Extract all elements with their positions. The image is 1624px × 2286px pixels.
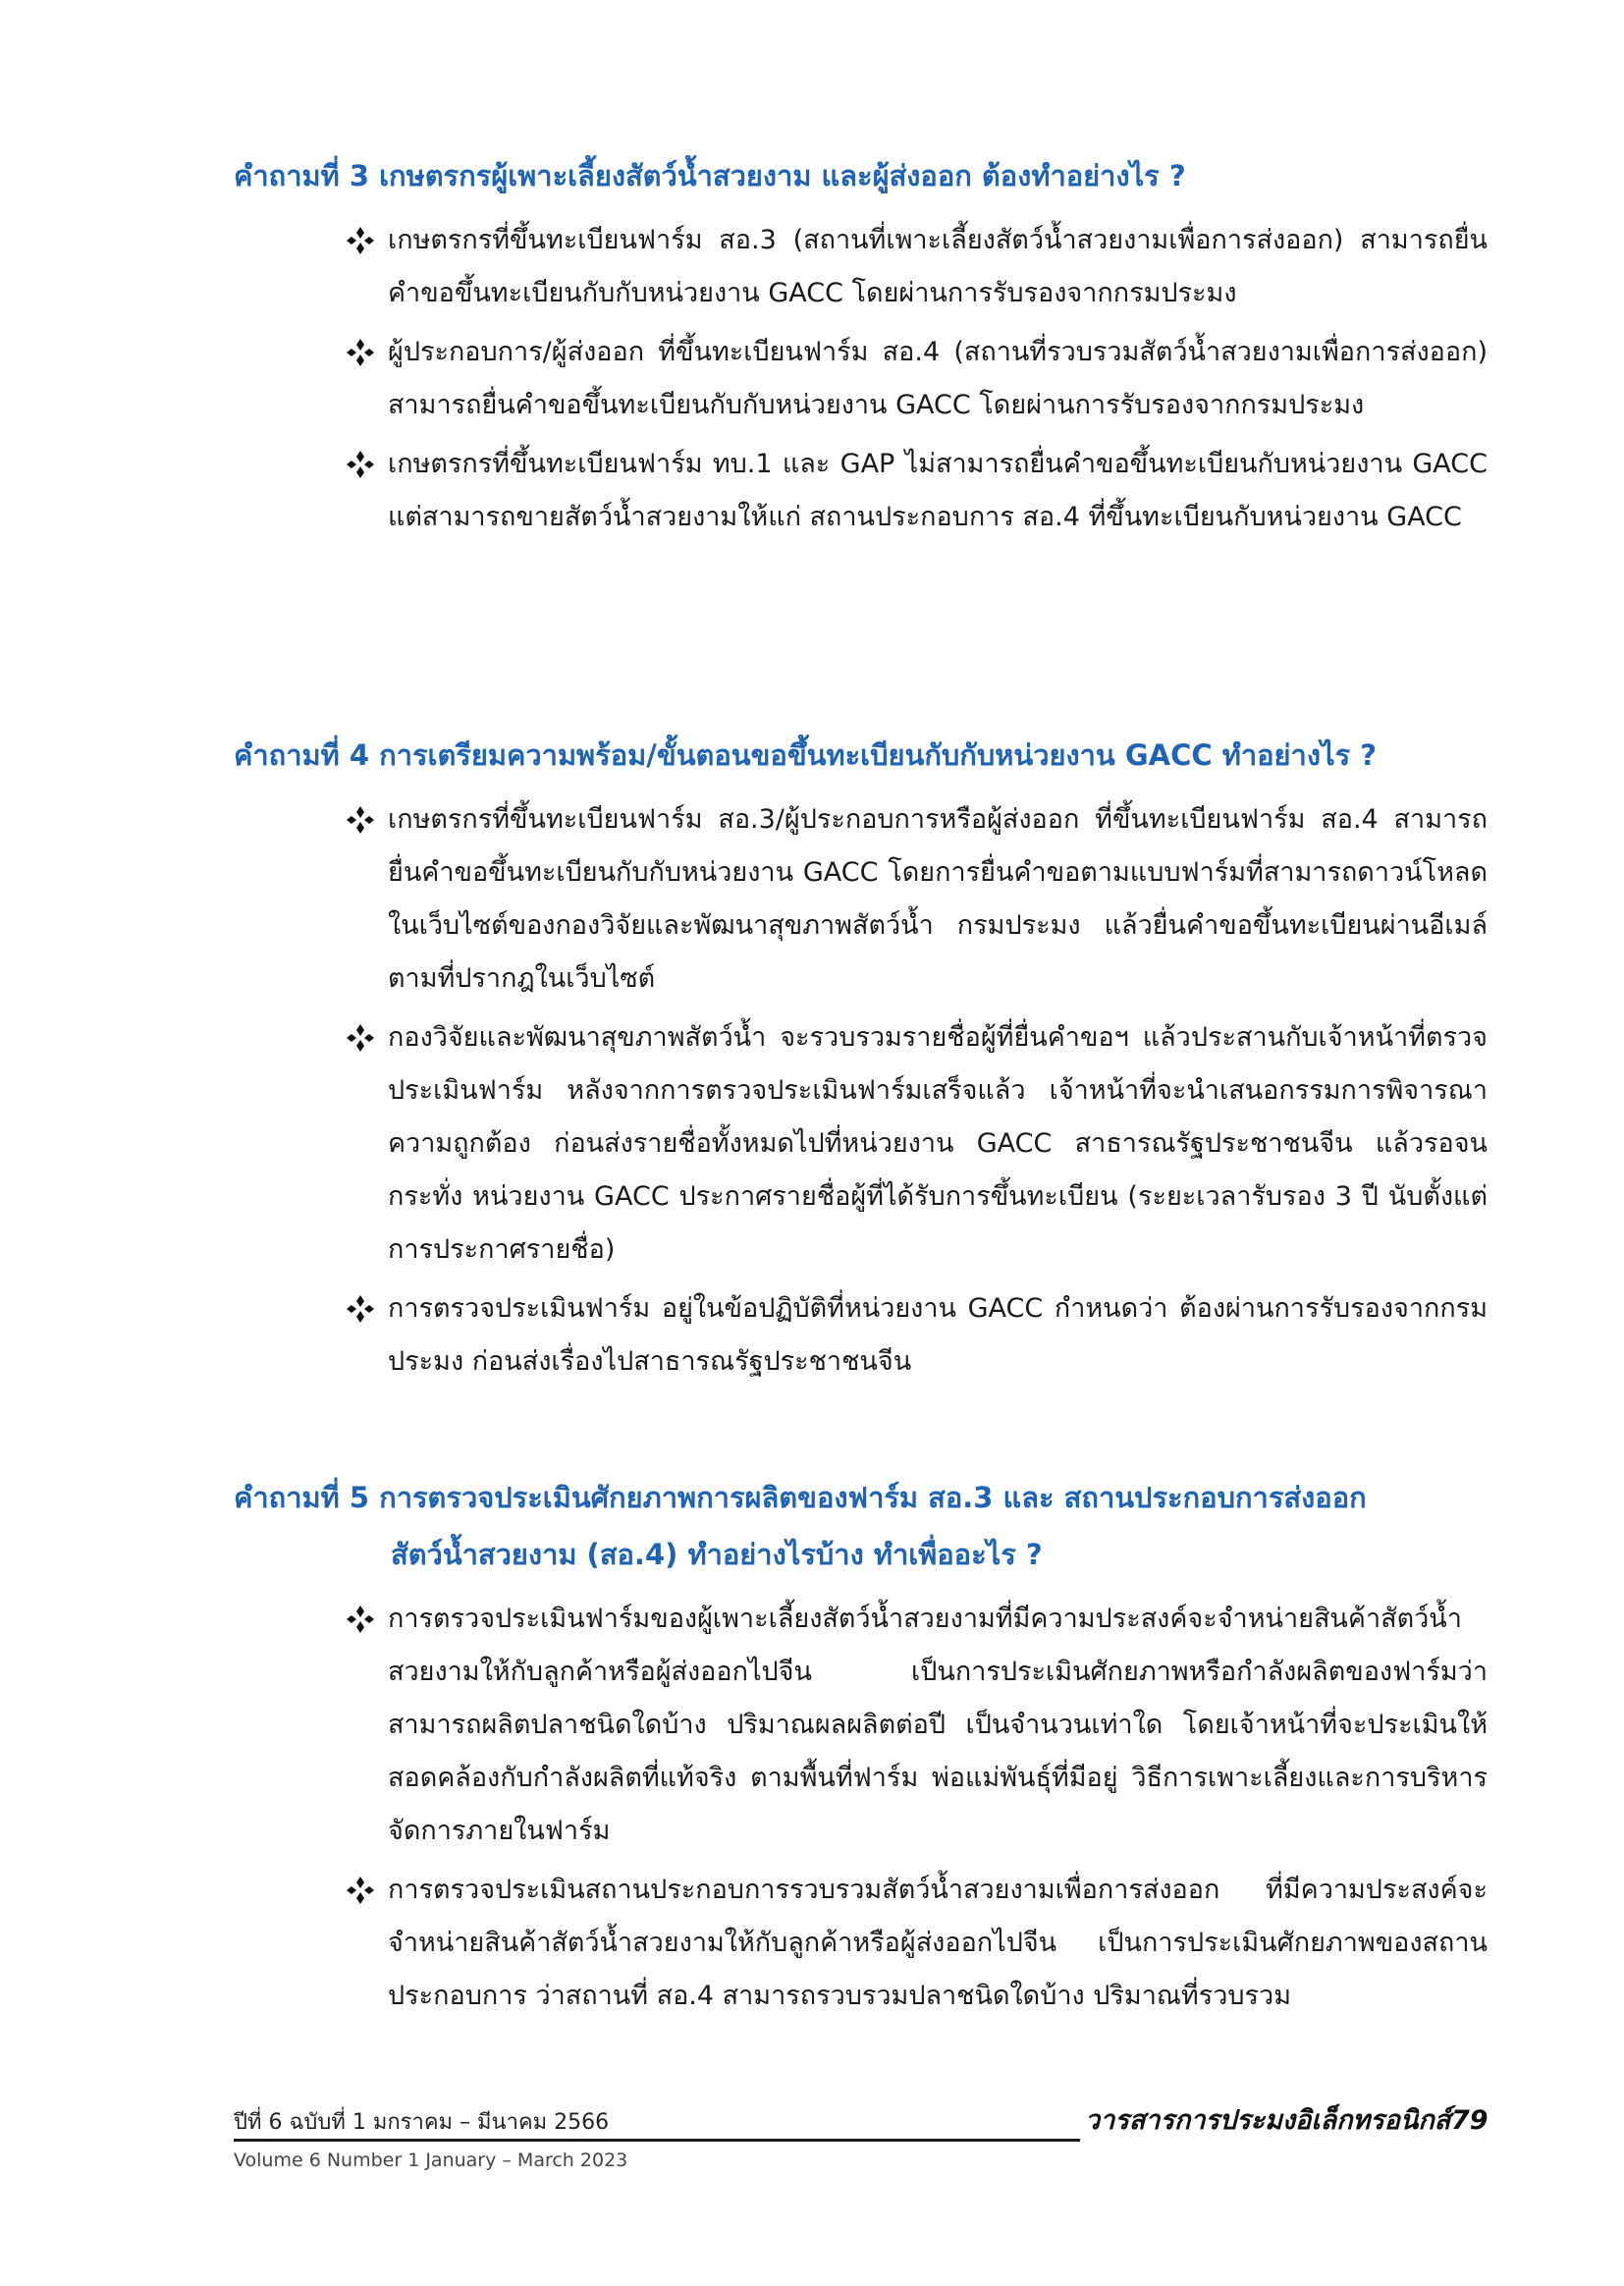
- bullet-text: การตรวจประเมินฟาร์มของผู้เพาะเลี้ยงสัตว์น้ำสวยงามที่มีความประสงค์จะจำหน่ายสินค้าสัตว์น้ำสวยงามให้กับลูกค้าหรือผู้ส่งออกไปจีน เป็นการประเมินศักยภาพหรือกำลังผลิตของฟาร์มว่าสามารถผลิตปลาชนิดใดบ้าง ปริมาณผลผลิตต่อปี เป็นจำนวนเท่าใด โดยเจ้าหน้าที่จะประเมินให้สอดคล้องกับกำลังผลิตที่แท้จริง ตามพื้นที่ฟาร์ม พ่อแม่พันธุ์ที่มีอยู่ วิธีการเพาะเลี้ยงและการบริหารจัดการภายในฟาร์ม: [388, 1604, 1488, 1846]
- diamond-cluster-icon: [344, 1605, 379, 1634]
- list-item: [344, 1593, 1488, 1858]
- bullet-text: กองวิจัยและพัฒนาสุขภาพสัตว์น้ำ จะรวบรวมรายชื่อผู้ที่ยื่นคำขอฯ แล้วประสานกับเจ้าหน้าที่ตรวจประเมินฟาร์ม หลังจากการตรวจประเมินฟาร์มเสร็จแล้ว เจ้าหน้าที่จะนำเสนอกรรมการพิจารณาความถูกต้อง ก่อนส่งรายชื่อทั้งหมดไปที่หน่วยงาน GACC สาธารณรัฐประชาชนจีน แล้วรอจนกระทั่ง หน่วยงาน GACC ประกาศรายชื่อผู้ที่ได้รับการขึ้นทะเบียน (ระยะเวลารับรอง 3 ปี นับตั้งแต่การประกาศรายชื่อ): [388, 1022, 1488, 1265]
- question-4-title: คำถามที่ 4 การเตรียมความพร้อม/ขั้นตอนขอขึ้นทะเบียนกับกับหน่วยงาน GACC ทำอย่างไร ?: [234, 738, 1378, 772]
- bullet-text: เกษตรกรที่ขึ้นทะเบียนฟาร์ม ทบ.1 และ GAP ไม่สามารถยื่นคำขอขึ้นทะเบียนกับหน่วยงาน GACC แต่สามารถขายสัตว์น้ำสวยงามให้แก่ สถานประกอบการ สอ.4 ที่ขึ้นทะเบียนกับหน่วยงาน GACC: [388, 449, 1488, 532]
- list-item: [344, 1011, 1488, 1277]
- bullet-text: ผู้ประกอบการ/ผู้ส่งออก ที่ขึ้นทะเบียนฟาร์ม สอ.4 (สถานที่รวบรวมสัตว์น้ำสวยงามเพื่อการส่งออก) สามารถยื่นคำขอขึ้นทะเบียนกับกับหน่วยงาน GACC โดยผ่านการรับรองจากกรมประมง: [388, 337, 1488, 420]
- bullet-text: การตรวจประเมินฟาร์ม อยู่ในข้อปฏิบัติที่หน่วยงาน GACC กำหนดว่า ต้องผ่านการรับรองจากกรมประมง ก่อนส่งเรื่องไปสาธารณรัฐประชาชนจีน: [388, 1293, 1488, 1377]
- list-item: [344, 793, 1488, 1006]
- question-5-title: [234, 1469, 1490, 1583]
- question-5-title-line2: สัตว์น้ำสวยงาม (สอ.4) ทำอย่างไรบ้าง ทำเพื่ออะไร ?: [391, 1538, 1043, 1571]
- list-item: [344, 326, 1488, 432]
- diamond-cluster-icon: [344, 1294, 379, 1324]
- question-5-title-line1: คำถามที่ 5 การตรวจประเมินศักยภาพการผลิตของฟาร์ม สอ.3 และ สถานประกอบการส่งออก: [234, 1481, 1367, 1514]
- diamond-cluster-icon: [344, 1023, 379, 1053]
- footer-rule: [234, 2139, 1080, 2142]
- diamond-cluster-icon: [344, 450, 379, 479]
- bullet-text: การตรวจประเมินสถานประกอบการรวบรวมสัตว์น้ำสวยงามเพื่อการส่งออก ที่มีความประสงค์จะจำหน่ายสินค้าสัตว์น้ำสวยงามให้กับลูกค้าหรือผู้ส่งออกไปจีน เป็นการประเมินศักยภาพของสถานประกอบการ ว่าสถานที่ สอ.4 สามารถรวบรวมปลาชนิดใดบ้าง ปริมาณที่รวบรวม: [388, 1875, 1488, 2011]
- question-3-title: คำถามที่ 3 เกษตรกรผู้เพาะเลี้ยงสัตว์น้ำสวยงาม และผู้ส่งออก ต้องทำอย่างไร ?: [234, 159, 1186, 192]
- diamond-cluster-icon: [344, 226, 379, 255]
- journal-name: วารสารการประมงอิเล็กทรอนิกส์: [1085, 2105, 1451, 2136]
- question-5-bullets: [344, 1593, 1488, 2029]
- list-item: [344, 214, 1488, 320]
- bullet-text: เกษตรกรที่ขึ้นทะเบียนฟาร์ม สอ.3 (สถานที่เพาะเลี้ยงสัตว์น้ำสวยงามเพื่อการส่งออก) สามารถยื่นคำขอขึ้นทะเบียนกับกับหน่วยงาน GACC โดยผ่านการรับรองจากกรมประมง: [388, 225, 1488, 308]
- bullet-text: เกษตรกรที่ขึ้นทะเบียนฟาร์ม สอ.3/ผู้ประกอบการหรือผู้ส่งออก ที่ขึ้นทะเบียนฟาร์ม สอ.4 สามารถยื่นคำขอขึ้นทะเบียนกับกับหน่วยงาน GACC โดยการยื่นคำขอตามแบบฟาร์มที่สามารถดาวน์โหลดในเว็บไซต์ของกองวิจัยและพัฒนาสุขภาพสัตว์น้ำ กรมประมง แล้วยื่นคำขอขึ้นทะเบียนผ่านอีเมล์ตามที่ปรากฎในเว็บไซต์: [388, 804, 1488, 994]
- diamond-cluster-icon: [344, 338, 379, 367]
- list-item: [344, 1282, 1488, 1388]
- page-number: 79: [1451, 2105, 1489, 2136]
- issue-english: Volume 6 Number 1 January – March 2023: [234, 2150, 628, 2171]
- diamond-cluster-icon: [344, 805, 379, 835]
- list-item: [344, 1864, 1488, 2023]
- question-4-bullets: [344, 793, 1488, 1394]
- diamond-cluster-icon: [344, 1876, 379, 1905]
- question-3-bullets: [344, 214, 1488, 550]
- list-item: [344, 438, 1488, 544]
- issue-thai: ปีที่ 6 ฉบับที่ 1 มกราคม – มีนาคม 2566: [234, 2110, 610, 2135]
